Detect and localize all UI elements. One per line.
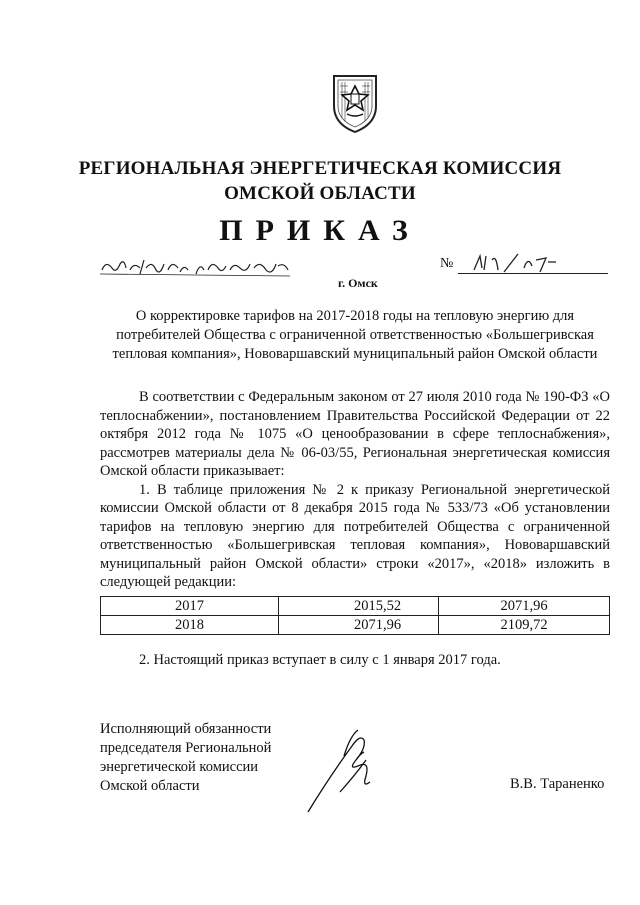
table-cell: 2071,96 — [439, 597, 610, 616]
table-cell: 2109,72 — [439, 616, 610, 635]
document-type-title: ПРИКАЗ — [219, 214, 421, 247]
handwritten-signature — [300, 716, 400, 816]
number-label: № — [440, 256, 454, 271]
signer-name: В.В. Тараненко — [510, 776, 605, 792]
table-row — [101, 597, 610, 616]
city-label: г. Омск — [338, 276, 378, 290]
signer-position — [100, 720, 320, 796]
tariff-table — [100, 596, 610, 635]
position-line: энергетической комиссии — [100, 759, 259, 775]
table-cell: 2071,96 — [279, 616, 439, 635]
clause-2-paragraph: 2. Настоящий приказ вступает в силу с 1 января 2017 года. — [139, 652, 501, 668]
position-line: председателя Региональной — [100, 740, 272, 756]
table-cell: 2017 — [101, 597, 279, 616]
handwritten-date — [100, 252, 290, 280]
handwritten-number — [470, 252, 560, 274]
coat-of-arms-icon — [330, 72, 380, 134]
clause-1-paragraph: 1. В таблице приложения № 2 к приказу Региональной энергетической комиссии Омской области от 8 декабря 2015 года № 533/73 «Об установлении тарифов на тепловую энергию для потребителей Общества с ограниченной ответственностью «Большегривская тепловая компания», Нововаршавский муниципальный район Омской области» строки «2017», «2018» изложить в следующей редакции: — [100, 481, 610, 590]
position-line: Исполняющий обязанности — [100, 721, 272, 737]
preamble-paragraph: В соответствии с Федеральным законом от 27 июля 2010 года № 190-ФЗ «О теплоснабжении», постановлением Правительства Российской Федерации от 22 октября 2012 года № 1075 «О ценообразовании в сфере теплоснабжения», рассмотрев материалы дела № 06-03/55, Региональная энергетическая комиссия Омской области приказывает: — [100, 389, 610, 479]
table-row — [101, 616, 610, 635]
table-cell: 2018 — [101, 616, 279, 635]
order-subject: О корректировке тарифов на 2017-2018 годы на тепловую энергию для потребителей Общества с ограниченной ответственностью «Большегривская тепловая компания», Нововаршавский муниципальный район Омской области — [112, 308, 598, 362]
organization-name-line2: ОМСКОЙ ОБЛАСТИ — [224, 183, 416, 204]
table-cell: 2015,52 — [279, 597, 439, 616]
order-body — [100, 388, 610, 592]
organization-name-line1: РЕГИОНАЛЬНАЯ ЭНЕРГЕТИЧЕСКАЯ КОМИССИЯ — [78, 158, 562, 179]
position-line: Омской области — [100, 778, 200, 794]
